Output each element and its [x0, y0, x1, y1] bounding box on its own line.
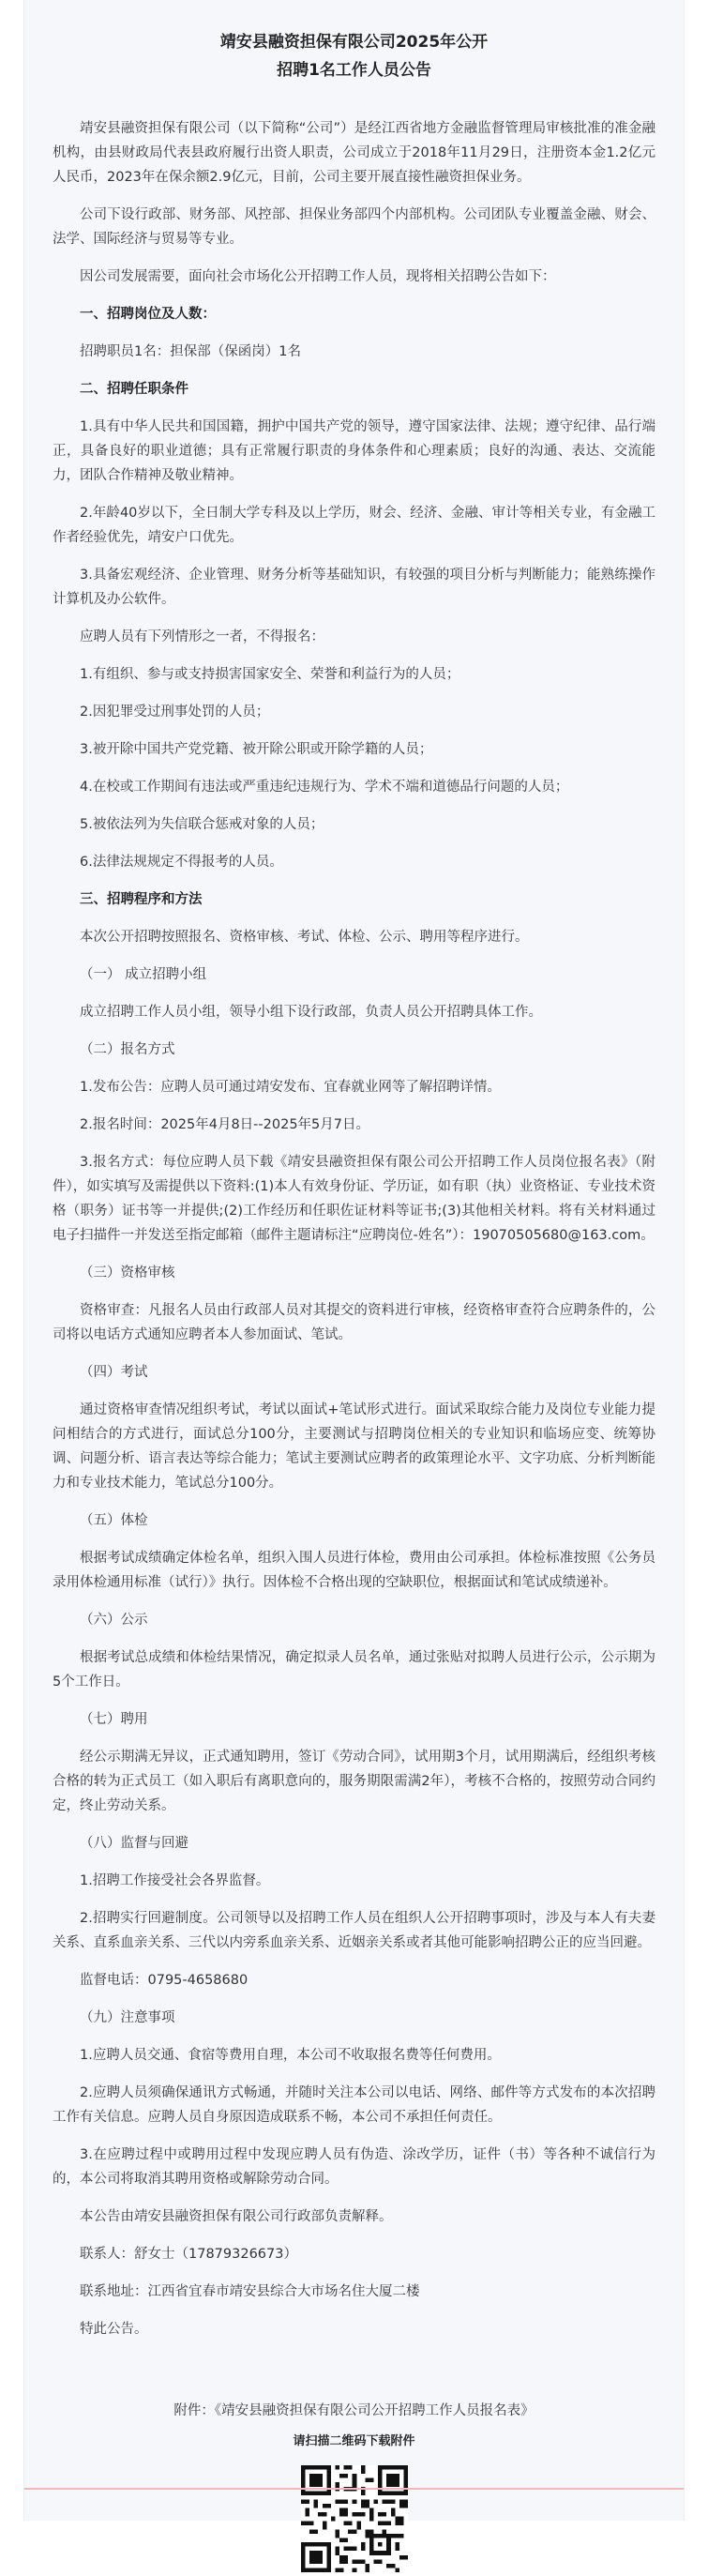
exclusion-item: 3.被开除中国共产党党籍、被开除公职或开除学籍的人员； [80, 742, 433, 757]
section-text: 招聘职员1名：担保部（保函岗）1名 [80, 344, 301, 359]
intro-paragraph: 公司下设行政部、财务部、风控部、担保业务部四个内部机构。公司团队专业覆盖金融、财会、法学、国际经济与贸易等专业。 [53, 207, 655, 247]
notice-item: 3.在应聘过程中或聘用过程中发现应聘人员有伪造、涂改学历，证件（书）等各种不诚信行为的，本公司将取消其聘用资格或解除劳动合同。 [53, 2147, 655, 2187]
intro-paragraph: 因公司发展需要，面向社会市场化公开招聘工作人员，现将相关招聘公告如下： [80, 269, 556, 284]
article-content [53, 28, 655, 2576]
exclusion-item: 6.法律法规规定不得报考的人员。 [80, 855, 283, 870]
subsection-heading: （九）注意事项 [80, 2010, 175, 2025]
section-text: 通过资格审查情况组织考试，考试以面试+笔试形式进行。面试采取综合能力及岗位专业能力提问相结合的方式进行，面试总分100分，主要测试与招聘岗位相关的专业知识和临场应变、统筹协调、问题分析、语言表达等综合能力；笔试主要测试应聘者的政策理论水平、文字功底、分析判断能力和专业技术能力，笔试总分100分。 [53, 1402, 655, 1491]
section-text: 成立招聘工作人员小组，领导小组下设行政部，负责人员公开招聘具体工作。 [80, 1005, 542, 1020]
section-text: 资格审查：凡报名人员由行政部人员对其提交的资料进行审核，经资格审查符合应聘条件的，公司将以电话方式通知应聘者本人参加面试、笔试。 [53, 1303, 655, 1342]
supervision-item: 1.招聘工作接受社会各界监督。 [80, 1873, 270, 1888]
subsection-heading: （五）体检 [80, 1513, 148, 1528]
section-text: 根据考试成绩确定体检名单，组织入围人员进行体检，费用由公司承担。体检标准按照《公务员录用体检通用标准（试行）》执行。因体检不合格出现的空缺职位，根据面试和笔试成绩递补。 [53, 1551, 655, 1590]
subsection-heading: （七）聘用 [80, 1712, 148, 1727]
section-heading: 二、招聘任职条件 [80, 382, 188, 397]
section-text: 经公示期满无异议，正式通知聘用，签订《劳动合同》，试用期3个月，试用期满后，经组织考核合格的转为正式员工（如入职后有离职意向的，服务期限需满2年），考核不合格的，按照劳动合同约定，终止劳动关系。 [53, 1750, 655, 1813]
article-page [23, 0, 685, 2521]
notice-item: 1.应聘人员交通、食宿等费用自理，本公司不收取报名费等任何费用。 [80, 2048, 501, 2063]
section-text: 本次公开招聘按照报名、资格审核、考试、体检、公示、聘用等程序进行。 [80, 930, 529, 945]
exclusion-item: 5.被依法列为失信联合惩戒对象的人员； [80, 817, 324, 832]
subsection-heading: （二）报名方式 [80, 1042, 175, 1057]
exclusion-intro: 应聘人员有下列情形之一者，不得报名： [80, 629, 324, 644]
scan-hint: 请扫描二维码下载附件 [293, 2434, 415, 2448]
intro-paragraph: 靖安县融资担保有限公司（以下简称“公司”）是经江西省地方金融监督管理局审核批准的准金融机构，由县财政局代表县政府履行出资人职责，公司成立于2018年11月29日，注册资本金1.2亿元人民币，2023年在保余额2.9亿元，目前，公司主要开展直接性融资担保业务。 [53, 121, 655, 185]
registration-item: 2.报名时间：2025年4月8日--2025年5月7日。 [80, 1117, 370, 1132]
subsection-heading: （三）资格审核 [80, 1265, 175, 1280]
exclusion-item: 4.在校或工作期间有违法或严重违纪违规行为、学术不端和道德品行问题的人员； [80, 780, 569, 795]
contact-person: 联系人：舒女士（17879326673） [80, 2247, 297, 2262]
contact-address: 联系地址：江西省宜春市靖安县综合大市场名住大厦二楼 [80, 2284, 420, 2299]
page-title: 靖安县融资担保有限公司2025年公开 [219, 33, 489, 52]
registration-item: 1.发布公告：应聘人员可通过靖安发布、宜春就业网等了解招聘详情。 [80, 1080, 501, 1095]
registration-item: 3.报名方式：每位应聘人员下载《靖安县融资担保有限公司公开招聘工作人员岗位报名表》（附件），如实填写及需提供以下资料:(1)本人有效身份证、学历证，如有职（执）业资格证、专业技术资格（职务）证书等一并提供;(2)工作经历和任职佐证材料等证书;(3)其他相关材料。将有关材料通过电子扫描件一并发送至指定邮箱（邮件主题请标注“应聘岗位-姓名”）：19070505680@163.com。 [53, 1155, 655, 1243]
notice-item: 2.应聘人员须确保通讯方式畅通，并随时关注本公司以电话、网络、邮件等方式发布的本次招聘工作有关信息。应聘人员自身原因造成联系不畅，本公司不承担任何责任。 [53, 2085, 655, 2125]
section-heading: 一、招聘岗位及人数： [80, 307, 216, 322]
closing-text: 本公告由靖安县融资担保有限公司行政部负责解释。 [80, 2209, 393, 2224]
bottom-divider [24, 2488, 684, 2490]
subsection-heading: （一） 成立招聘小组 [80, 967, 207, 982]
qr-code[interactable] [301, 2465, 408, 2572]
closing-text: 特此公告。 [80, 2322, 148, 2337]
attachment-link[interactable]: 附件：《靖安县融资担保有限公司公开招聘工作人员报名表》 [173, 2403, 535, 2418]
condition-item: 1.具有中华人民共和国国籍，拥护中国共产党的领导，遵守国家法律、法规；遵守纪律、品行端正，具备良好的职业道德；具有正常履行职责的身体条件和心理素质；良好的沟通、表达、交流能力，团队合作精神及敬业精神。 [53, 419, 655, 483]
condition-item: 2.年龄40岁以下，全日制大学专科及以上学历，财会、经济、金融、审计等相关专业，有金融工作者经验优先，靖安户口优先。 [53, 506, 655, 545]
exclusion-item: 2.因犯罪受过刑事处罚的人员； [80, 705, 270, 720]
supervision-item: 2.招聘实行回避制度。公司领导以及招聘工作人员在组织人公开招聘事项时，涉及与本人有夫妻关系、直系血亲关系、三代以内旁系血亲关系、近姻亲关系或者其他可能影响招聘公正的应当回避。 [53, 1911, 655, 1950]
subsection-heading: （四）考试 [80, 1365, 148, 1380]
section-text: 根据考试总成绩和体检结果情况，确定拟录人员名单，通过张贴对拟聘人员进行公示，公示期为5个工作日。 [53, 1650, 655, 1690]
condition-item: 3.具备宏观经济、企业管理、财务分析等基础知识，有较强的项目分析与判断能力；能熟练操作计算机及办公软件。 [53, 568, 655, 607]
subsection-heading: （六）公示 [80, 1613, 148, 1628]
section-heading: 三、招聘程序和方法 [80, 892, 203, 907]
supervision-phone: 监督电话：0795-4658680 [80, 1973, 249, 1988]
exclusion-item: 1.有组织、参与或支持损害国家安全、荣誉和利益行为的人员； [80, 667, 460, 682]
page-subtitle: 招聘1名工作人员公告 [277, 61, 431, 80]
subsection-heading: （八）监督与回避 [80, 1836, 188, 1851]
